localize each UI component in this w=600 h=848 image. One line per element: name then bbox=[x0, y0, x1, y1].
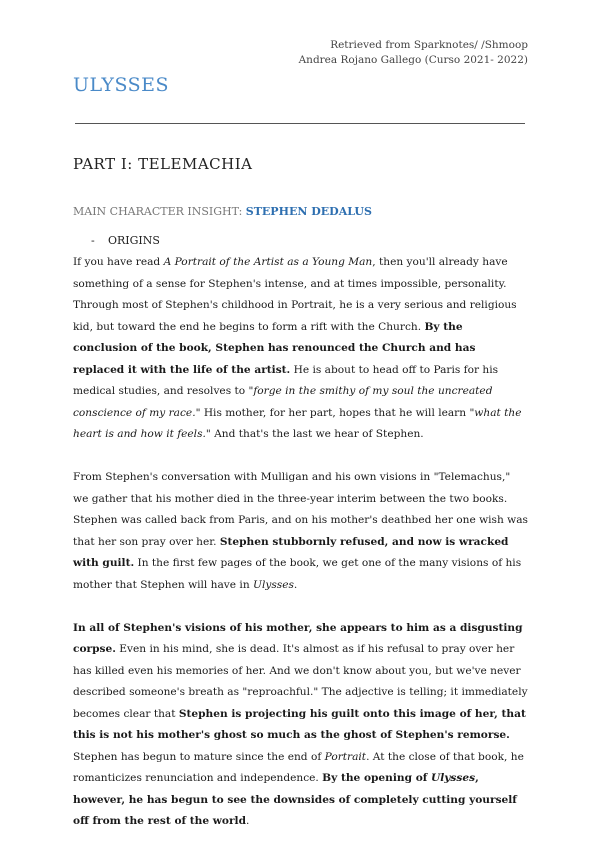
text-run: He is about to head off to Paris for his medical studies, and resolves to bbox=[73, 363, 499, 397]
text-run: And that's the last we hear of Stephen. bbox=[210, 428, 424, 440]
bold-emphasis: Stephen stubbornly refused, and now is wracked with guilt. bbox=[73, 535, 509, 569]
text-run: Stephen has begun to mature since the end of bbox=[73, 750, 325, 763]
book-title-italic: A Portrait of the Artist as a Young Man bbox=[163, 256, 373, 268]
book-title-italic: Portrait bbox=[324, 750, 367, 763]
bold-emphasis: By the opening of bbox=[322, 772, 432, 784]
bold-emphasis: , however, he has begun to see the downsides of completely cutting yourself off from the rest of the world bbox=[73, 772, 517, 827]
part-heading: PART I: TELEMACHIA bbox=[73, 155, 253, 173]
text-run: . bbox=[293, 578, 298, 591]
text-run: . bbox=[245, 815, 250, 827]
bold-emphasis: By the conclusion of the book, Stephen has renounced the Church and has replaced it with the life of the artist. bbox=[73, 320, 476, 376]
paragraph-2 bbox=[73, 467, 528, 596]
bold-emphasis: Stephen is projecting his guilt onto this image of her, that this is not his mother's ghost so much as the ghost of Stephen's remorse. bbox=[73, 707, 526, 741]
body-text bbox=[73, 252, 528, 833]
paragraph-4 bbox=[73, 747, 528, 833]
quote-italic: "what the heart is and how it feels." bbox=[73, 406, 522, 440]
title-divider bbox=[75, 123, 525, 124]
origins-bullet bbox=[91, 234, 160, 247]
book-title-italic: Ulysses bbox=[253, 578, 294, 591]
book-title-bold-italic: Ulysses bbox=[431, 772, 476, 784]
text-run: In the first few pages of the book, we get one of the many visions of his mother that Stephen will have in bbox=[73, 557, 522, 591]
paragraph-1 bbox=[73, 252, 528, 446]
insight-character-name: STEPHEN DEDALUS bbox=[245, 205, 372, 218]
header-author: Andrea Rojano Gallego (Curso 2021- 2022) bbox=[298, 54, 528, 66]
character-insight-heading bbox=[73, 205, 372, 218]
text-run: . At the close of that book, he romanticizes renunciation and independence. bbox=[73, 750, 524, 784]
bullet-dash: - bbox=[91, 234, 95, 247]
header-source: Retrieved from Sparknotes/ /Shmoop bbox=[330, 39, 528, 51]
document-title: ULYSSES bbox=[73, 74, 170, 96]
text-run: If you have read bbox=[73, 256, 164, 268]
quote-italic: "forge in the smithy of my soul the uncreated conscience of my race." bbox=[73, 385, 493, 419]
text-run: , then you'll already have something of a sense for Stephen's intense, and at times impossible, personality. Through most of Stephen's childhood in Portrait, he is a very serious and religious kid, but toward the end he begins to form a rift with the Church. bbox=[73, 256, 517, 333]
bullet-label: ORIGINS bbox=[108, 234, 160, 247]
text-run: Even in his mind, she is dead. It's almost as if his refusal to pray over her has killed even his memories of her. And we don't know about you, but we've never described someone's breath as "reproachful." The adjective is telling; it immediately becomes clear that bbox=[73, 643, 528, 720]
paragraph-3 bbox=[73, 618, 528, 747]
text-run: From Stephen's conversation with Mulligan and his own visions in "Telemachus," we gather that his mother died in the three-year interim between the two books. Stephen was called back from Paris, and on his mother's deathbed her one wish was that her son pray over her. bbox=[73, 471, 528, 548]
text-run: His mother, for her part, hopes that he will learn bbox=[200, 406, 470, 419]
page-header bbox=[299, 38, 528, 68]
bold-emphasis: In all of Stephen's visions of his mother, she appears to him as a disgusting corpse. bbox=[73, 621, 523, 655]
insight-label: MAIN CHARACTER INSIGHT: bbox=[73, 205, 246, 218]
